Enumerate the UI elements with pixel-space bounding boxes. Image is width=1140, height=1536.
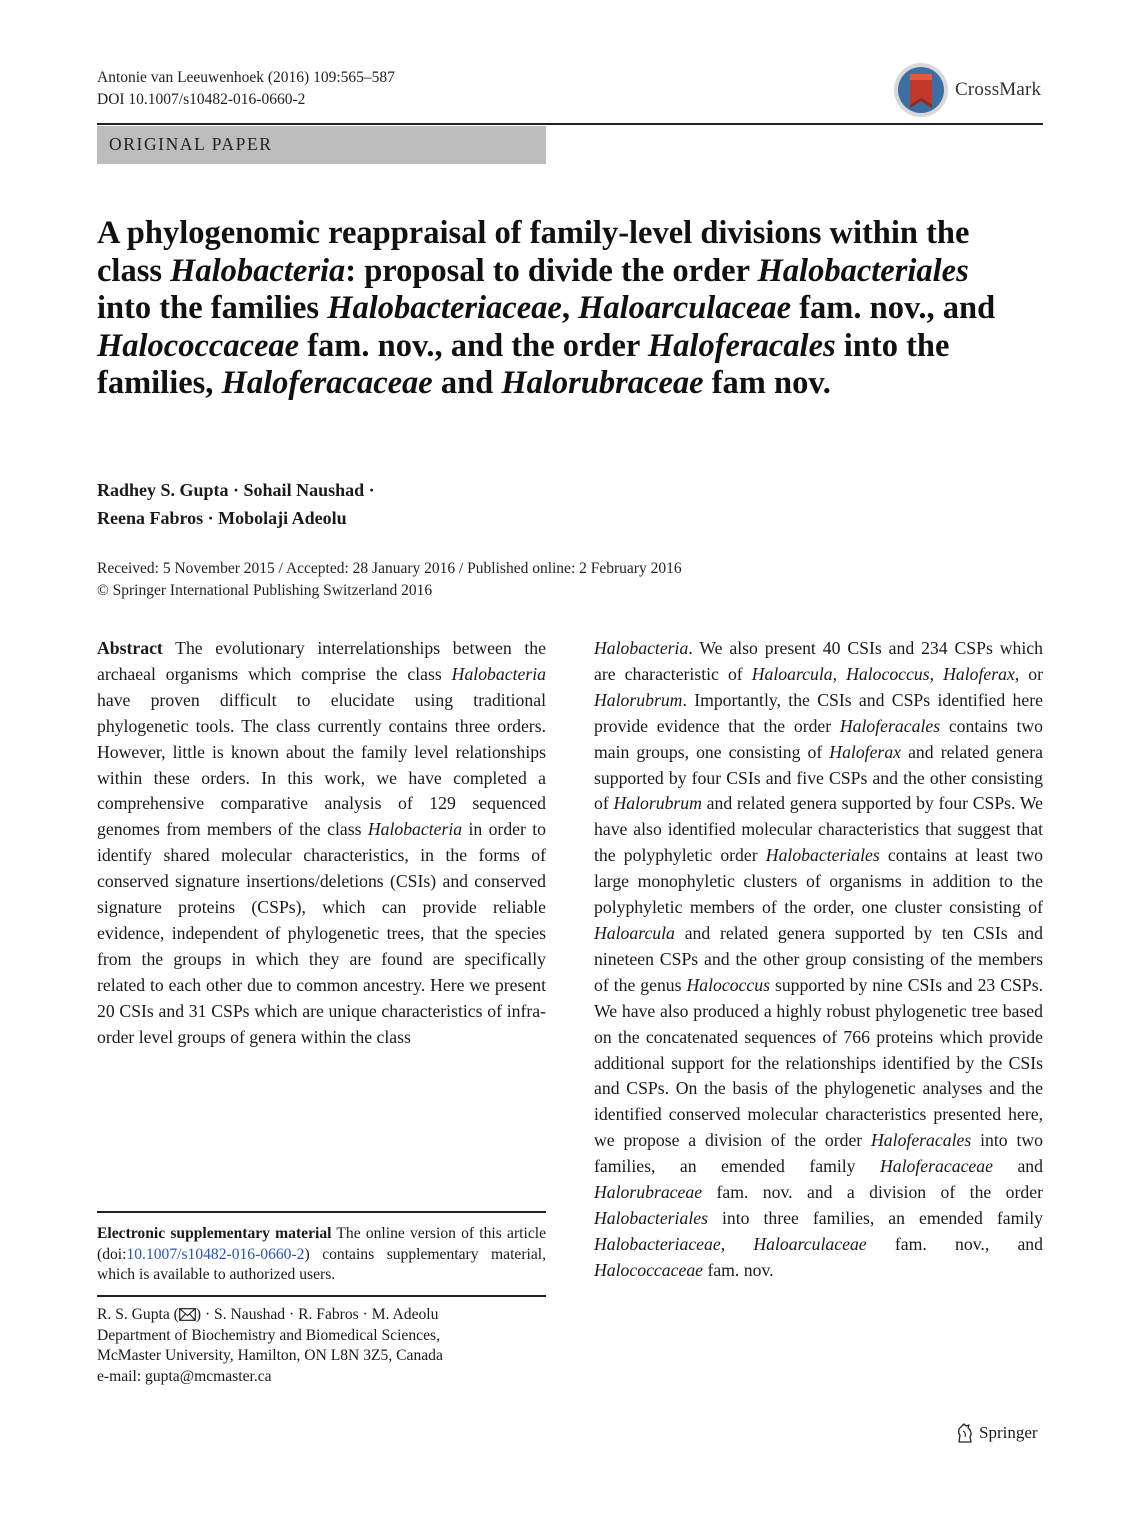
abstract-left-column: Abstract The evolutionary interrelationships between the archaeal organisms which comprise the class Halobacteria have proven difficult to elucidate using traditional phylogenetic tools. The class currently contains three orders. However, little is known about the family level relationships within these orders. In this work, we have completed a comprehensive comparative analysis of 129 sequenced genomes from members of the class Halobacteria in order to identify shared molecular characteristics, in the forms of conserved signature insertions/deletions (CSIs) and conserved signature proteins (CSPs), which can provide reliable evidence, independent of phylogenetic trees, that the species from the groups in which they are found are specifically related to each other due to common ancestry. Here we present 20 CSIs and 31 CSPs which are unique characteristics of infra-order level groups of genera within the class	[97, 638, 546, 1047]
copyright-line: © Springer International Publishing Switzerland 2016	[97, 582, 433, 599]
affiliation-rule	[97, 1295, 546, 1297]
crossmark-label: CrossMark	[955, 79, 1042, 100]
doi-line: DOI 10.1007/s10482-016-0660-2	[97, 91, 306, 108]
received-line: Received: 5 November 2015 / Accepted: 28 January 2016 / Published online: 2 February 2016	[97, 560, 682, 577]
author-affiliation	[97, 1305, 546, 1387]
abstract-heading: Abstract	[97, 638, 163, 658]
supplementary-heading: Electronic supplementary material	[97, 1225, 332, 1242]
article-type-badge: ORIGINAL PAPER	[97, 126, 546, 164]
envelope-icon	[179, 1308, 196, 1321]
affiliation-email[interactable]: e-mail: gupta@mcmaster.ca	[97, 1367, 272, 1385]
author-line-1: Radhey S. Gupta · Sohail Naushad ·	[97, 480, 375, 500]
supplementary-note: Electronic supplementary material The online version of this article (doi:10.1007/s10482-016-0660-2) contains supplementary material, which is available to authorized users.	[97, 1225, 546, 1283]
affiliation-university: McMaster University, Hamilton, ON L8N 3Z5, Canada	[97, 1347, 443, 1364]
springer-horse-icon	[955, 1422, 975, 1444]
author-line-2: Reena Fabros · Mobolaji Adeolu	[97, 508, 347, 528]
publisher-name: Springer	[979, 1423, 1038, 1442]
author-list	[97, 476, 375, 532]
journal-line: Antonie van Leeuwenhoek (2016) 109:565–587	[97, 69, 395, 86]
journal-citation	[97, 67, 395, 111]
header-rule	[97, 123, 1043, 125]
supplementary-rule	[97, 1211, 546, 1213]
crossmark-badge[interactable]	[893, 62, 1041, 118]
abstract-right-column: Halobacteria. We also present 40 CSIs and 234 CSPs which are characteristic of Haloarcula, Halococcus, Haloferax, or Halorubrum. Importantly, the CSIs and CSPs identified here provide evidence that the order Haloferacales contains two main groups, one consisting of Haloferax and related genera supported by four CSIs and five CSPs and the other consisting of Halorubrum and related genera supported by four CSPs. We have also identified molecular characteristics that suggest that the polyphyletic order Halobacteriales contains at least two large monophyletic clusters of organisms in addition to the polyphyletic members of the order, one cluster consisting of Haloarcula and related genera supported by ten CSIs and nineteen CSPs and the other group consisting of the members of the genus Halococcus supported by nine CSIs and 23 CSPs. We have also produced a highly robust phylogenetic tree based on the concatenated sequences of 766 proteins which provide additional support for the relationships identified by the CSIs and CSPs. On the basis of the phylogenetic analyses and the identified conserved molecular characteristics presented here, we propose a division of the order Haloferacales into two families, an emended family Haloferacaceae and Halorubraceae fam. nov. and a division of the order Halobacteriales into three families, an emended family Halobacteriaceae, Haloarculaceae fam. nov., and Halococcaceae fam. nov.	[594, 638, 1044, 1280]
paper-title: A phylogenomic reappraisal of family-level divisions within the class Halobacteria: proposal to divide the order Halobacteriales into the families Halobacteriaceae, Haloarculaceae fam. nov., and Halococcaceae fam. nov., and the order Haloferacales into the families, Haloferacaceae and Halorubraceae fam nov.	[97, 215, 996, 401]
springer-logo	[955, 1422, 1038, 1444]
publication-dates	[97, 558, 682, 602]
supplementary-doi-link[interactable]: 10.1007/s10482-016-0660-2	[126, 1245, 305, 1263]
affiliation-department: Department of Biochemistry and Biomedical Sciences,	[97, 1326, 440, 1344]
affiliation-names: R. S. Gupta ( ) · S. Naushad · R. Fabros · M. Adeolu	[97, 1306, 439, 1323]
crossmark-icon	[893, 62, 949, 118]
